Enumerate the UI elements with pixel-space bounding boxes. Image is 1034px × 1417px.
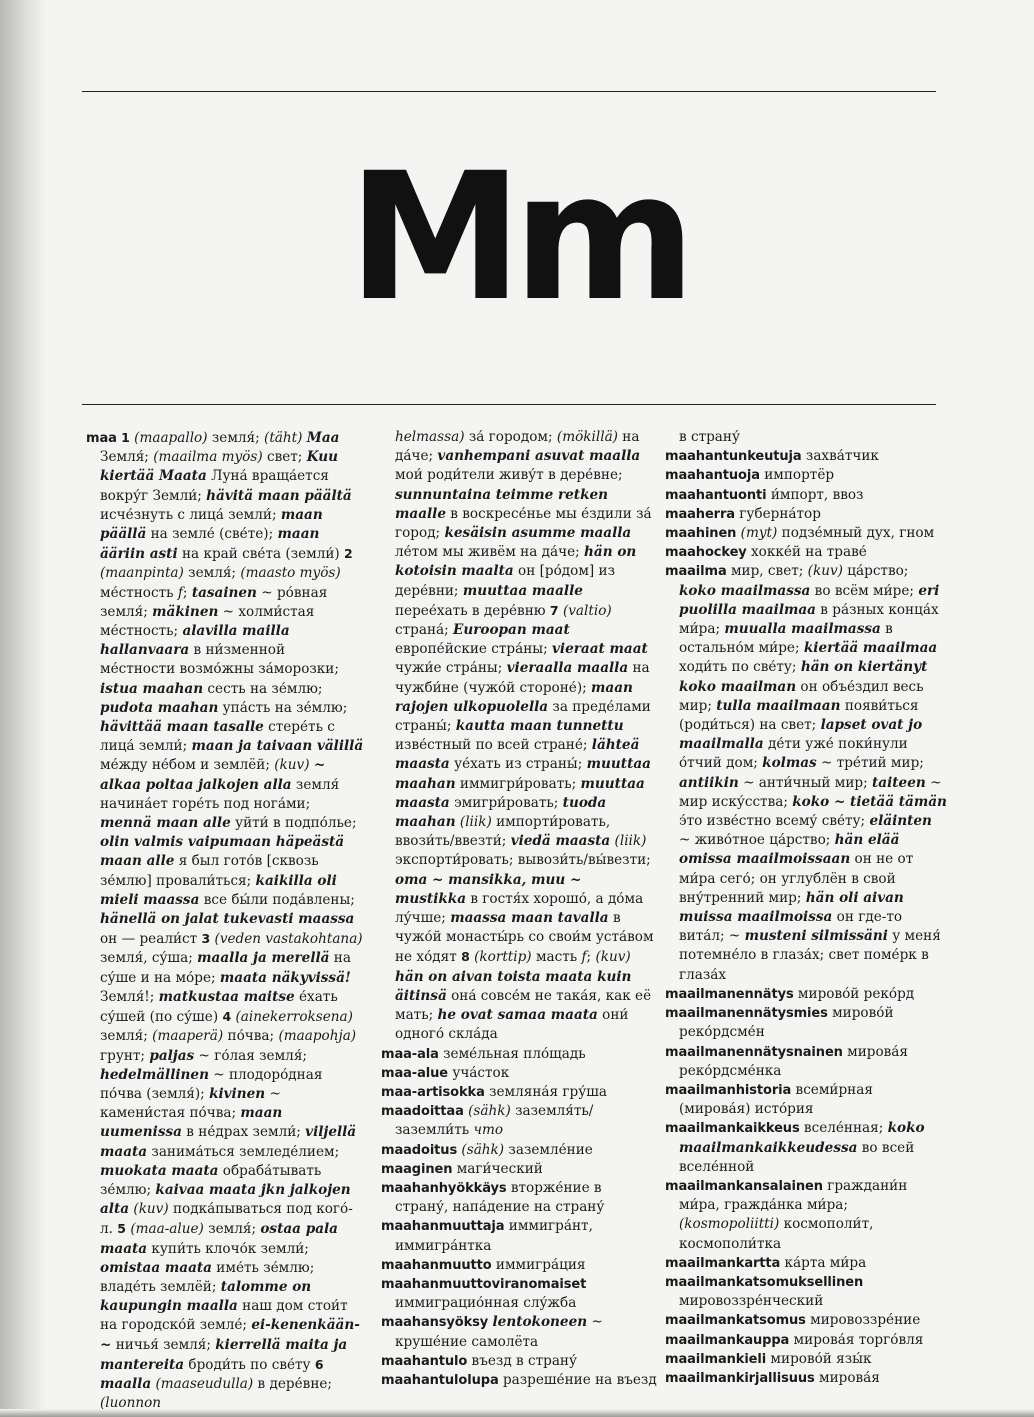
headword: maailmankirjallisuus [665,1370,815,1386]
example-phrase: talomme on kaupungin maalla [100,1278,312,1315]
usage-label: что [473,1122,504,1139]
usage-label: helmassa) [395,429,465,445]
example-phrase: maalla [100,1375,152,1392]
translation-text: е́хать су́шей (по су́ше) [100,988,338,1026]
translation-text: ~ холми́стая ме́стность; [100,603,315,640]
example-phrase: hävittää maan tasalle [100,719,264,736]
headword: maailmanennätys [665,986,794,1002]
example-phrase: ostaa pala maata [100,1221,338,1257]
translation-text: все бы́ли пода́влены; [199,891,355,908]
example-phrase: hän elää omissa maailmoissaan [679,832,900,868]
translation-text: грунт; [100,1047,150,1064]
headword: maahantuonti [665,487,767,503]
translation-text: мир, свет; [726,563,808,580]
example-phrase: kaivaa maata jkn jalkojen alta [100,1181,351,1218]
translation-text: земля́; [207,430,265,446]
example-phrase: kierrellä maita ja mantereita [100,1336,348,1373]
example-phrase: ei-kenenkään-~ [100,1317,360,1353]
example-phrase: maalla ja merellä [197,950,330,967]
headword: maailmankauppa [665,1332,790,1348]
example-phrase: alavilla mailla hallanvaara [100,623,290,659]
example-phrase: koko maailmankaikkeudessa [679,1120,925,1156]
example-phrase: hänellä on jalat tukevasti maassa [100,911,355,928]
dictionary-entry [381,1275,657,1313]
dictionary-entry [665,562,947,984]
dictionary-entry-continued [665,428,947,447]
translation-text: обраба́тывать зе́млю; [100,1162,322,1198]
translation-text: уча́сток [448,1064,510,1081]
translation-text: захва́тчик [801,448,879,465]
translation-text: заземле́ние [504,1141,593,1158]
usage-label: (mökillä) [556,429,618,445]
translation-text: на су́ше и на мо́ре; [100,950,351,986]
translation-text: иммигра́нт, иммигра́нтка [395,1218,593,1254]
usage-label: (maasto myös) [240,565,341,582]
translation-text: губерна́тор [734,505,821,522]
example-phrase: matkustaa maitse [158,988,295,1005]
usage-label: (valtio) [562,602,612,619]
translation-text: мирово́й реко́рдсме́н [679,1005,894,1041]
dictionary-entry [665,466,947,485]
translation-text: ме́жду не́бом и землёй; [100,757,275,774]
translation-text: мирова́я торго́вля [789,1331,924,1348]
headword: maahanmuuttoviranomaiset [381,1276,587,1292]
example-phrase: vieraat maat [552,641,648,658]
translation-text: в чужо́й монасты́рь со свои́м уста́вом не хо́дят [395,910,654,966]
translation-text: подка́пываться под кого́-л. [100,1201,353,1238]
translation-text: въезд в страну́ [467,1352,577,1369]
headword: maahanmuuttaja [381,1219,505,1235]
example-phrase: antiikin [679,774,739,791]
dictionary-entry [381,1064,657,1083]
example-phrase: maan ääriin asti [100,526,320,563]
dictionary-column-1 [86,428,364,1413]
sense-number: 2 [344,546,353,562]
translation-text: наш дом стои́т на городско́й земле́; [100,1298,348,1334]
headword: maadoittaa [381,1104,464,1120]
headword: maahanmuutto [381,1257,492,1273]
example-phrase: pudota maahan [100,699,219,716]
dictionary-entry [381,1045,657,1064]
usage-label: (maailma myös) [153,449,263,466]
dictionary-entry [381,1179,657,1217]
headword: maahantulo [381,1353,468,1369]
example-phrase: vieraalla maalla [506,660,629,677]
translation-text: чужи́е стра́ны; [395,660,507,677]
usage-label: (ainekerroksena) [235,1009,353,1026]
translation-text: маги́ческий [452,1160,543,1177]
translation-text: занима́ться земледе́лием; [147,1143,340,1160]
dictionary-entry-continued [381,428,657,1045]
headword: maailmankaikkeus [665,1121,800,1137]
dictionary-entry [665,1081,947,1119]
translation-text: и́мпорт, ввоз [766,486,864,503]
translation-text: на да́че; [395,429,640,465]
translation-text: в воскресе́нье мы е́здили за́ город; [395,505,652,542]
dictionary-entry [665,524,947,543]
example-phrase: hän oli aivan muissa maailmoissa [679,889,904,926]
example-phrase: musteni silmissäni [744,928,888,945]
example-phrase: omistaa maata [100,1259,212,1276]
usage-label: (korttip) [474,949,532,966]
dictionary-entry [665,543,947,562]
translation-text: ~ тре́тий мир; [816,755,924,772]
usage-label: (kosmopoliitti) [679,1216,780,1233]
dictionary-entry [381,1083,657,1102]
translation-text: уе́хать из страны́; [449,756,587,773]
usage-label: (sähk) [468,1103,511,1120]
example-phrase: maan ja taivaan välillä [191,738,364,755]
translation-text: на край све́та (земли́) [177,546,345,563]
translation-text: купи́ть клочо́к земли́; [147,1240,309,1257]
translation-text: земля́; [203,1221,261,1238]
example-phrase: olin valmis vaipumaan häpeästä maan alle [100,834,345,870]
usage-label: (kuv) [133,1201,169,1218]
translation-text: я был гото́в [сквозь зе́млю] провали́ться; [100,853,319,889]
example-phrase: maassa maan tavalla [450,910,609,927]
headword: maaherra [665,506,735,522]
dictionary-entry [665,1311,947,1330]
dictionary-entry [381,1371,657,1390]
usage-label: f [581,949,587,966]
translation-text: иммиграцио́нная слу́жба [395,1295,577,1312]
usage-label: (maaseudulla) [155,1375,254,1392]
translation-text: ца́рство; [842,563,909,580]
usage-label: (maa-alue) [130,1221,204,1238]
translation-text: земля́; [100,1028,153,1045]
sense-number: 1 [121,430,130,445]
example-phrase: eläinten [869,813,932,830]
headword: maailmankartta [665,1255,781,1271]
sense-number: 4 [222,1009,232,1025]
example-phrase: hän on aivan toista maata kuin äitinsä [395,968,632,1004]
translation-text: ка́рта ми́ра [780,1254,867,1271]
translation-text: во всём ми́ре; [810,582,919,599]
translation-text: на земле́ (све́те); [146,526,278,543]
translation-text: ме́стность [100,584,178,601]
translation-text: импортёр [759,467,835,484]
translation-text: ~ круше́ние самолёта [395,1314,603,1350]
translation-text: де́ти уже́ поки́нули о́тчий дом; [679,736,908,772]
translation-text: они́ одного́ скла́да [395,1007,629,1043]
dictionary-entry [665,1254,947,1273]
dictionary-column-2 [381,428,657,1390]
translation-text: Земля́; [100,449,154,466]
translation-text: земля́; [183,565,241,582]
translation-text: вторже́ние в страну́, напа́дение на страну́ [395,1179,605,1216]
example-phrase: maan uumenissa [100,1105,283,1141]
headword: maa-alue [381,1065,448,1081]
translation-text: ~ камени́стая по́чва; [100,1085,281,1122]
translation-text: исче́знуть с лица́ земли́; [100,506,281,523]
usage-label: (liik) [614,833,647,850]
translation-text: ~ живо́тное ца́рство; [679,832,835,849]
headword: maahockey [665,545,747,561]
translation-text: мирова́я [814,1369,880,1386]
example-phrase: oma ~ mansikka, muu ~ mustikka [395,871,582,907]
translation-text: мирово́й реко́рд [793,985,915,1002]
translation-text: в остально́м ми́ре; [679,621,893,657]
translation-text: ~ ро́вная земля́; [100,584,328,620]
example-phrase: sunnuntaina teimme retken maalle [395,486,609,522]
example-phrase: koko maailmassa [679,582,811,599]
translation-text: на чужби́не (чужо́й стороне́); [395,660,650,696]
translation-text: вселе́нная; [799,1120,888,1137]
top-rule [82,91,936,92]
example-phrase: istua maahan [100,680,204,697]
example-phrase: hävitä maan päältä [206,487,352,504]
translation-text: ~ анти́чный мир; [738,774,873,791]
translation-text: европе́йские стра́ны; [395,641,553,658]
section-letter-heading: Mm [347,135,687,340]
example-phrase: muualla maailmassa [724,621,881,638]
example-phrase: taiteen [872,774,926,791]
usage-label: (myt) [740,525,778,542]
dictionary-entry [665,1119,947,1177]
translation-text: стере́ть с лица́ земли́; [100,719,335,755]
usage-label: (liik) [459,814,492,831]
translation-text: мирово́й язы́к [766,1350,872,1367]
translation-text: в гостя́х хорошо́, а до́ма лу́чше; [395,890,644,927]
example-phrase: tuoda maahan [395,794,607,831]
usage-label: (kuv) [274,757,310,774]
translation-text: ле́том мы живём на да́че; [395,544,585,561]
usage-label: (kuv) [807,563,843,580]
translation-text: во всей вселе́нной [679,1139,915,1175]
translation-text: по́чва; [223,1028,279,1045]
example-phrase: kaikilla oli mieli maassa [100,872,337,908]
dictionary-entry [665,1273,947,1311]
dictionary-entry [381,1313,657,1351]
translation-text: импорти́ровать, ввози́ть/ввезти́; [395,814,611,850]
example-phrase: mäkinen [152,603,219,620]
translation-text: в ра́зных конца́х ми́ра; [679,601,939,638]
dictionary-entry [665,1177,947,1254]
dictionary-entry [86,428,364,1413]
headword: maailmanennätysnainen [665,1044,843,1060]
example-phrase: lentokoneen [492,1314,588,1331]
translation-text: появи́ться (роди́ться) на свет; [679,697,919,734]
example-phrase: Maa [306,430,340,446]
translation-text: за преде́лами страны́; [395,698,651,735]
usage-label: (maaperä) [152,1028,224,1045]
headword: maailmankansalainen [665,1178,823,1194]
translation-text: масть [531,949,582,966]
example-phrase: kautta maan tunnettu [455,718,624,735]
translation-text: космополи́т, космополи́тка [679,1216,874,1252]
translation-text: он где-то вита́л; ~ [679,909,903,945]
dictionary-entry [665,1043,947,1081]
translation-text: свет; [262,449,307,466]
translation-text: ничья́ земля́; [111,1336,216,1353]
usage-label: (maanpinta) [100,565,184,582]
translation-text: ходи́ть по све́ту; [679,659,801,676]
usage-label: (maapohja) [278,1028,357,1045]
translation-text: изве́стный по всей стране́; [395,737,592,754]
dictionary-entry [381,1141,657,1160]
section-rule [82,404,936,405]
usage-label: (veden vastakohtana) [214,931,363,948]
translation-text: ~ плодоро́дная по́чва (земля́); [100,1066,323,1102]
example-phrase: hän on kiertänyt koko maailman [679,659,928,695]
translation-text: экспорти́ровать; вывози́ть/вы́везти; [395,852,651,869]
translation-text: земляна́я гру́ша [484,1083,607,1100]
translation-text: хокке́й на траве́ [746,544,867,561]
sense-number: 5 [117,1221,126,1237]
example-phrase: kesäisin asumme maalla [444,525,632,542]
translation-text: э́то изве́стно всему́ све́ту; [679,813,870,830]
dictionary-entry [381,1102,657,1140]
dictionary-entry [665,1331,947,1350]
example-phrase: hän on kotoisin maalta [395,544,637,580]
headword: maailmanhistoria [665,1082,792,1098]
example-phrase: mennä maan alle [100,815,231,832]
sense-number: 8 [461,949,470,965]
example-phrase: maan rajojen ulkopuolella [395,679,633,715]
translation-text: ; [586,949,596,966]
sense-number: 6 [314,1356,324,1372]
translation-text: в ни́зменной ме́стности возмо́жны за́морозки; [100,642,339,678]
translation-text: она́ совсе́м не така́я, как её мать; [395,987,652,1024]
headword: maadoitus [381,1142,458,1158]
headword: maailmanennätysmies [665,1006,828,1022]
example-phrase: maata näkyvissä! [219,969,351,986]
translation-text: Луна́ враща́ется вокру́г Земли́; [100,468,329,504]
translation-text: иммигри́ровать; [455,775,581,792]
sense-number: 3 [201,931,211,947]
translation-text: упа́сть на зе́млю; [218,699,348,716]
usage-label: (maapallo) [134,430,208,446]
example-phrase: eri puolilla maailmaa [679,582,940,618]
translation-text: земля́ начина́ет горе́ть под нога́ми; [100,776,340,812]
example-phrase: maan päällä [100,506,323,543]
example-phrase: Kuu kiertää Maata [100,449,339,485]
usage-label: f [177,584,183,601]
translation-text: заземля́ть/заземли́ть [395,1103,594,1139]
headword: maahanhyökkäys [381,1180,507,1196]
headword: maa-artisokka [381,1084,485,1100]
translation-text: Земля́!; [100,988,159,1005]
example-phrase: he ovat samaa maata [437,1007,598,1024]
dictionary-entry [665,447,947,466]
translation-text: мирова́я реко́рдсме́нка [679,1043,908,1079]
dictionary-entry [665,985,947,1004]
translation-text: подзе́мный дух, гном [777,525,935,542]
headword: maa-ala [381,1046,439,1062]
translation-text: сесть на зе́млю; [203,680,323,697]
translation-text: в страну́ [679,429,740,445]
translation-text: за́ городом; [464,429,557,445]
translation-text: име́ть зе́млю; владе́ть землёй; [100,1259,315,1295]
example-phrase: muuttaa maasta [395,775,645,811]
translation-text: мировоззре́нческий [679,1293,824,1310]
usage-label: (täht) [264,430,303,446]
translation-text: перее́хать в дере́вню [395,602,550,619]
example-phrase: viedä maasta [510,833,611,850]
example-phrase: vanhempani asuvat maalla [437,448,641,465]
translation-text: у меня́ потемне́ло в глаза́х; свет поме́рк в глаза́х [679,928,941,983]
translation-text: ~ го́лая земля́; [194,1047,307,1064]
example-phrase: kolmas [762,755,817,772]
translation-text: ~ мир иску́сства; [679,774,942,810]
example-phrase: tulla maailmaan [716,697,841,714]
example-phrase: Euroopan maat [453,622,570,639]
translation-text: броди́ть по све́ту [184,1356,315,1373]
translation-text: в дере́вне; [253,1375,333,1392]
translation-text: земе́льная пло́щадь [438,1045,586,1062]
headword: maahantulolupa [381,1372,499,1388]
headword: maahantunkeutuja [665,449,802,465]
dictionary-entry [665,1004,947,1042]
headword: maailmankieli [665,1351,767,1367]
translation-text: он объе́здил весь мир; [679,678,924,714]
example-phrase: kivinen [209,1085,266,1102]
example-phrase: tasainen [191,584,257,601]
dictionary-entry [665,505,947,524]
translation-text: ; [182,584,192,601]
translation-text: граждани́н ми́ра, гражда́нка ми́ра; [679,1177,908,1214]
translation-text: он — реали́ст [100,931,202,948]
translation-text: страна́; [395,622,454,639]
example-phrase: lapset ovat jo maailmalla [679,717,923,753]
translation-text: в не́драх земли́; [181,1124,306,1141]
usage-label: (kuv) [595,949,631,966]
example-phrase: viljellä maata [100,1124,357,1160]
sense-number: 7 [549,602,559,618]
dictionary-entry [381,1160,657,1179]
dictionary-column-3 [665,428,947,1388]
translation-text: всеми́рная (мирова́я) исто́рия [679,1081,873,1118]
translation-text: иммигра́ция [491,1256,586,1273]
example-phrase: muokata maata [100,1162,219,1179]
translation-text: разреше́ние на въезд [498,1371,657,1388]
translation-text: уйти́ в подпо́лье; [230,815,357,832]
translation-text: он не от ми́ра сего́; он углублён в свой вну́тренний мир; [679,851,914,906]
example-phrase: koko ~ tietää tämän [792,793,947,810]
translation-text: он [ро́дом] из дере́вни; [395,563,615,599]
translation-text: земля́, су́ша; [100,950,198,967]
example-phrase: muuttaa maahan [395,756,651,792]
dictionary-entry [665,1369,947,1388]
example-phrase: paljas [149,1047,195,1064]
headword: maailmankatsomus [665,1313,806,1329]
dictionary-entry [665,486,947,505]
dictionary-entry [381,1256,657,1275]
headword: maahansyöksy [381,1315,489,1331]
headword: maahinen [665,526,737,542]
example-phrase: kiertää maailmaa [803,640,938,657]
example-phrase: hedelmällinen [100,1066,209,1083]
example-phrase: lähteä maasta [395,737,640,773]
usage-label: (sähk) [461,1141,505,1158]
translation-text: мировоззре́ние [805,1312,921,1329]
headword: maahantuoja [665,468,760,484]
headword: maaginen [381,1161,453,1177]
translation-text: мои́ роди́тели живу́т в дере́вне; [395,467,623,484]
usage-label: (luonnon [100,1395,162,1412]
dictionary-entry [665,1350,947,1369]
headword: maailmankatsomuksellinen [665,1274,864,1290]
example-phrase: muuttaa maalle [462,582,583,599]
translation-text: эмигри́ровать; [449,794,563,811]
headword: maailma [665,564,727,580]
headword: maa [86,431,117,446]
dictionary-entry [381,1352,657,1371]
dictionary-entry [381,1217,657,1255]
example-phrase: ~ alkaa poltaa jalkojen alla [100,757,326,793]
